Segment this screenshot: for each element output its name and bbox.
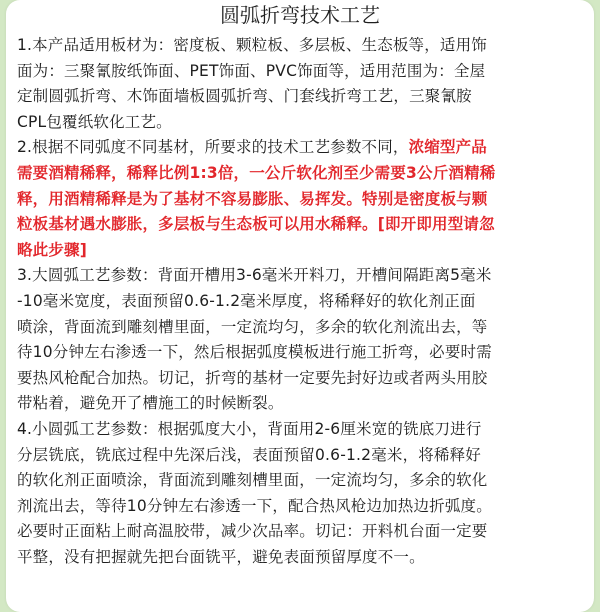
text-line <box>17 110 583 136</box>
highlighted-text: 释，用酒精稀释是为了基材不容易膨胀、易挥发。特别是密度板与颗 <box>17 189 488 208</box>
body-text: -10毫米宽度，表面预留0.6-1.2毫米厚度，将稀释好的软化剂正面 <box>17 292 476 310</box>
body-text: 要热风枪配合加热。切记，折弯的基材一定要先封好边或者两头用胶 <box>17 368 488 387</box>
text-line <box>17 340 583 366</box>
text-line <box>17 366 583 392</box>
text-line <box>17 391 583 417</box>
text-line <box>17 443 583 469</box>
text-line <box>17 212 583 238</box>
text-line <box>17 468 583 494</box>
text-line <box>17 135 583 161</box>
body-text: 4.小圆弧工艺参数：根据弧度大小，背面用2-6厘米宽的铣底刀进行 <box>17 420 482 438</box>
body-text: 必要时正面粘上耐高温胶带，减少次品率。切记：开料机台面一定要 <box>17 522 488 541</box>
text-line <box>17 289 583 315</box>
highlighted-text: 浓缩型产品 <box>408 138 488 157</box>
text-line <box>17 519 583 545</box>
text-line <box>17 238 583 264</box>
text-line <box>17 545 583 571</box>
body-text: 定制圆弧折弯、木饰面墙板圆弧折弯、门套线折弯工艺，三聚氰胺 <box>17 87 472 106</box>
highlighted-text: 需要酒精稀释，稀释比例1:3倍，一公斤软化剂至少需要3公斤酒精稀 <box>17 164 496 182</box>
body-text: 待10分钟左右渗透一下，然后根据弧度模板进行施工折弯，必要时需 <box>17 343 492 362</box>
document-title: 圆弧折弯技术工艺 <box>220 3 380 27</box>
body-text: 分层铣底，铣底过程中先深后浅，表面预留0.6-1.2毫米，将稀释好 <box>17 445 481 464</box>
text-line <box>17 59 583 85</box>
text-line <box>17 263 583 289</box>
text-line <box>17 187 583 213</box>
body-text: CPL包覆纸软化工艺。 <box>17 112 172 131</box>
body-text: 剂流出去，等待10分钟左右渗透一下，配合热风枪边加热边折弧度。 <box>17 496 492 515</box>
body-text: 喷涂，背面流到雕刻槽里面，一定流均匀，多余的软化剂流出去，等 <box>17 317 488 336</box>
text-line <box>17 161 583 187</box>
text-line <box>17 494 583 520</box>
body-text: 平整，没有把握就先把台面铣平，避免表面预留厚度不一。 <box>17 548 425 566</box>
body-text: 3.大圆弧工艺参数：背面开槽用3-6毫米开料刀，开槽间隔距离5毫米 <box>17 266 492 285</box>
highlighted-text: 略此步骤] <box>17 240 88 259</box>
text-line <box>17 33 583 59</box>
text-line <box>17 417 583 443</box>
body-text: 2.根据不同弧度不同基材，所要求的技术工艺参数不同， <box>17 138 409 157</box>
text-line <box>17 315 583 341</box>
body-text: 带粘着，避免开了槽施工的时候断裂。 <box>17 394 284 413</box>
body-text: 面为：三聚氰胺纸饰面、PET饰面、PVC饰面等，适用范围为：全屋 <box>17 61 486 80</box>
text-line <box>17 84 583 110</box>
highlighted-text: 粒板基材遇水膨胀，多层板与生态板可以用水稀释。[即开即用型请忽 <box>17 215 495 234</box>
body-text: 的软化剂正面喷涂，背面流到雕刻槽里面，一定流均匀，多余的软化 <box>17 471 488 490</box>
body-text: 1.本产品适用板材为：密度板、颗粒板、多层板、生态板等，适用饰 <box>17 36 487 54</box>
